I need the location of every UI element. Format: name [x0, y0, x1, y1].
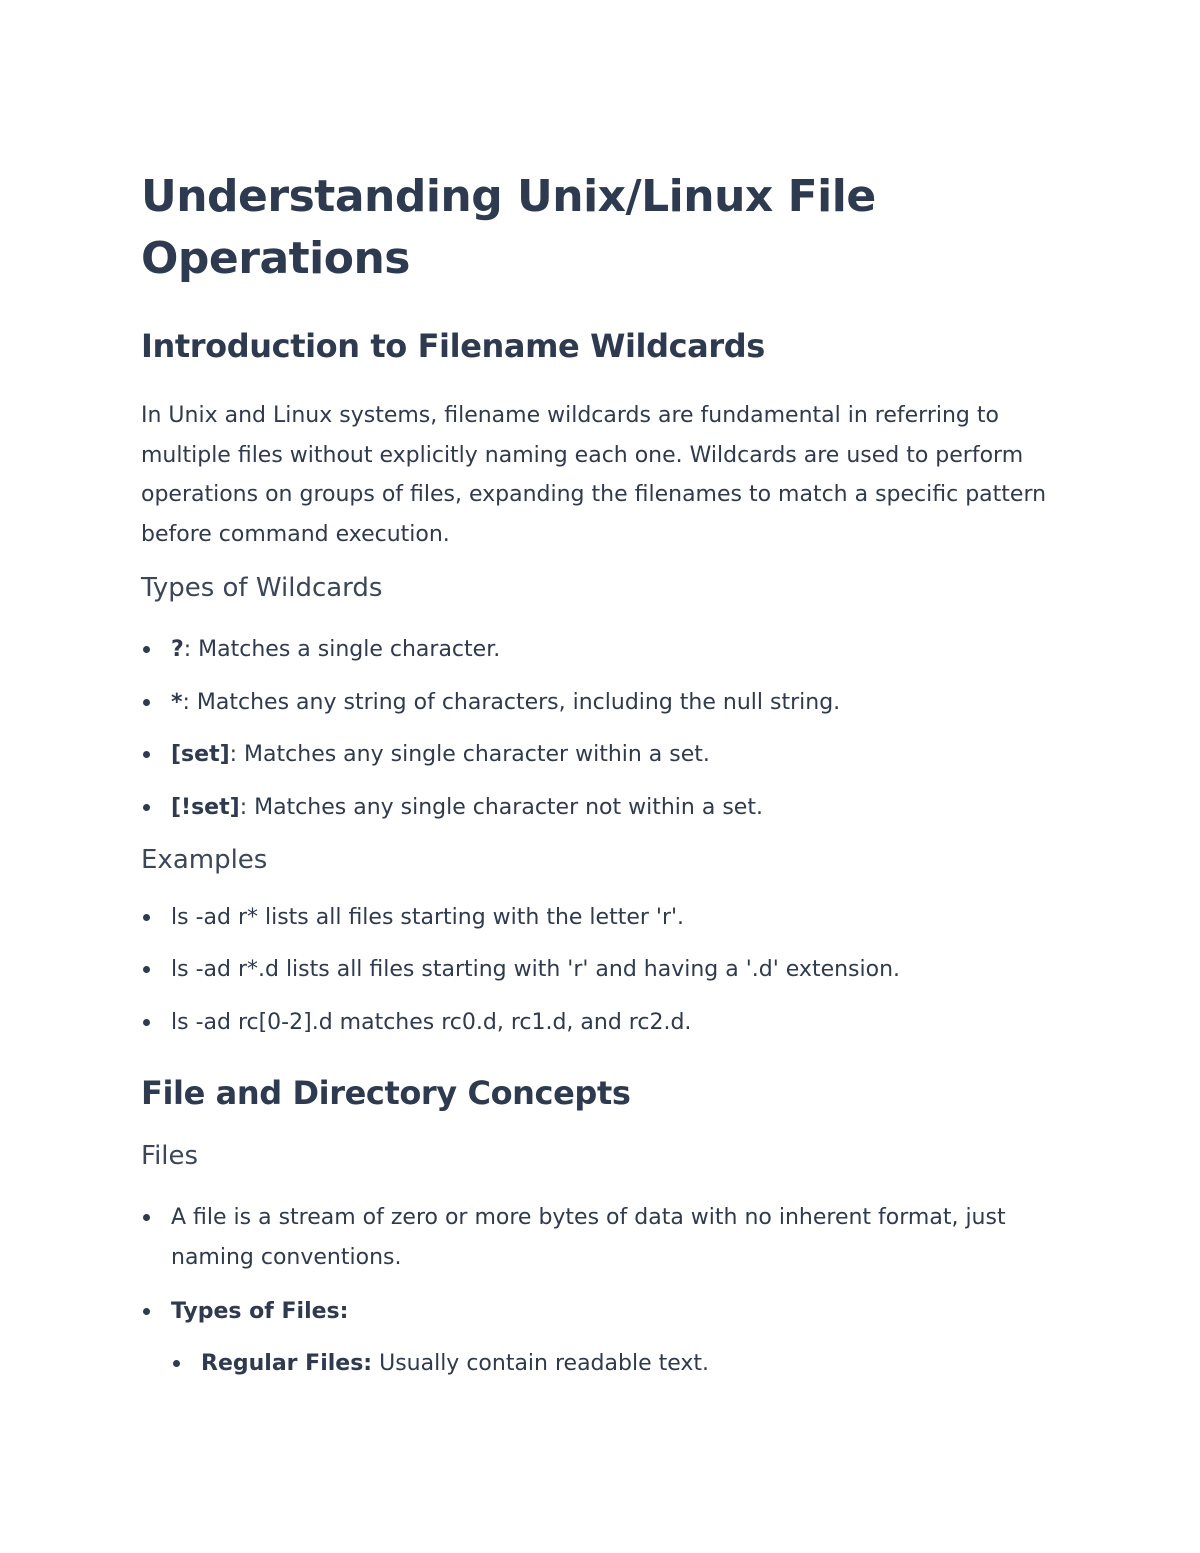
section-heading-wildcards: Introduction to Filename Wildcards: [141, 327, 765, 365]
wildcard-term: *: [171, 689, 183, 715]
wildcard-types-list: [141, 630, 1050, 828]
subheading-types-of-wildcards: Types of Wildcards: [141, 573, 383, 603]
bullet-icon: [143, 804, 150, 811]
list-item: [171, 1344, 1050, 1384]
list-item: [141, 683, 1050, 723]
list-item: [141, 898, 1050, 938]
file-type-term: Regular Files:: [201, 1350, 373, 1376]
list-item: [141, 788, 1050, 828]
list-item: [141, 1198, 1050, 1278]
bullet-icon: [143, 1019, 150, 1026]
bullet-icon: [143, 914, 150, 921]
intro-paragraph: In Unix and Linux systems, filename wildcards are fundamental in referring to multiple files without explicitly naming each one. Wildcards are used to perform operations on groups of files, expanding the filenames to match a specific pattern before command execution.: [141, 403, 1047, 547]
wildcard-term: [set]: [171, 742, 230, 767]
example-text: ls -ad r*.d lists all files starting with 'r' and having a '.d' extension.: [171, 957, 901, 982]
bullet-icon: [143, 1214, 150, 1221]
wildcard-desc: : Matches a single character.: [183, 637, 501, 662]
bullet-icon: [143, 699, 150, 706]
example-text: ls -ad r* lists all files starting with the letter 'r'.: [171, 904, 685, 930]
page-title: Understanding Unix/Linux File Operations: [141, 171, 876, 284]
list-item: [141, 1292, 1050, 1384]
bullet-icon: [143, 751, 150, 758]
list-item: [141, 735, 1050, 775]
bullet-icon: [173, 1360, 180, 1367]
files-list: [141, 1198, 1050, 1384]
section-heading-file-directory: File and Directory Concepts: [141, 1073, 631, 1112]
example-text: ls -ad rc[0-2].d matches rc0.d, rc1.d, and rc2.d.: [171, 1009, 692, 1035]
examples-list: [141, 898, 1050, 1043]
wildcard-term: ?: [171, 637, 184, 662]
subheading-files: Files: [141, 1140, 199, 1171]
wildcard-desc: : Matches any string of characters, including the null string.: [182, 689, 841, 715]
file-type-desc: Usually contain readable text.: [372, 1350, 710, 1376]
list-item: [141, 1003, 1050, 1043]
wildcard-desc: : Matches any single character not within a set.: [239, 794, 763, 820]
bullet-icon: [143, 966, 150, 973]
list-item: [141, 630, 1050, 670]
wildcard-desc: : Matches any single character within a set.: [229, 742, 710, 767]
file-types-sublist: [171, 1344, 1050, 1384]
bullet-icon: [143, 1308, 150, 1315]
bullet-icon: [143, 646, 150, 653]
file-types-term: Types of Files:: [171, 1298, 349, 1324]
list-item: [141, 950, 1050, 990]
subheading-examples: Examples: [141, 844, 268, 875]
file-definition: A file is a stream of zero or more bytes of data with no inherent format, just naming conventions.: [171, 1204, 1006, 1270]
wildcard-term: [!set]: [171, 794, 240, 820]
